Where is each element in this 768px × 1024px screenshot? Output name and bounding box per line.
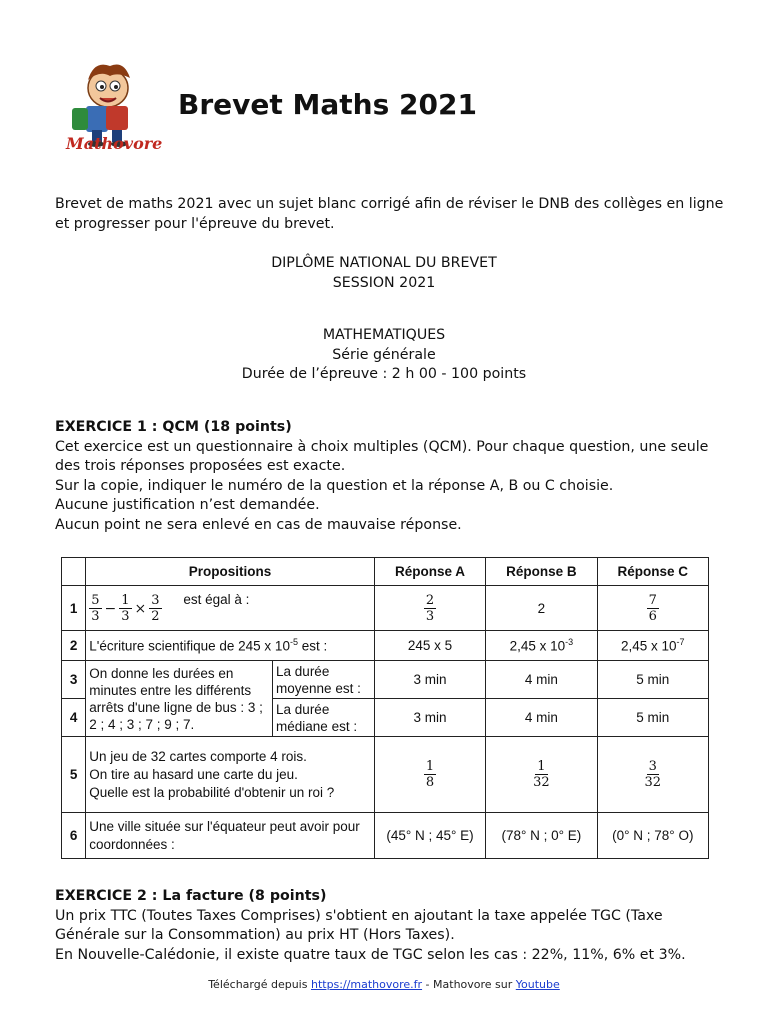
footer-prefix: Téléchargé depuis: [208, 978, 311, 991]
table-row: [62, 661, 709, 699]
footer: [0, 978, 768, 991]
q34-context: On donne les durées en minutes entre les différents arrêts d'une ligne de bus : 3 ; 2 ; 4 ; 3 ; 7 ; 9 ; 7.: [86, 661, 273, 737]
q5-answer-a: $\frac{1}{8}$: [374, 737, 485, 813]
intro-line: Brevet de maths 2021 avec un sujet blanc corrigé afin de réviser le DNB des collèges en ligne: [55, 196, 724, 212]
intro-paragraph: [55, 195, 723, 234]
minus-sign: −: [104, 600, 117, 617]
exercise2-title: EXERCICE 2 : La facture (8 points): [55, 888, 327, 904]
q5-proposition: [86, 737, 375, 813]
exercise1-line: Aucun point ne sera enlevé en cas de mauvaise réponse.: [55, 516, 462, 533]
q1-answer-b: 2: [486, 586, 597, 631]
q5-line: Un jeu de 32 cartes comporte 4 rois.: [89, 748, 307, 764]
table-row: [62, 737, 709, 813]
times-sign: ×: [134, 600, 147, 617]
diploma-line: DIPLÔME NATIONAL DU BREVET: [271, 255, 497, 271]
logo-text: Mathovore: [66, 134, 163, 153]
q2-answer-b: 2,45 x $10^{-3}$: [486, 631, 597, 661]
subject-line: MATHEMATIQUES: [322, 327, 446, 343]
q6-answer-b: (78° N ; 0° E): [486, 813, 597, 859]
mathovore-logo: [58, 58, 162, 162]
q6-answer-c: (0° N ; 78° O): [597, 813, 708, 859]
q1-suffix: est égal à :: [183, 592, 250, 607]
q1-expression: [89, 593, 161, 624]
q3-label: La durée moyenne est :: [273, 661, 375, 699]
q5-line: On tire au hasard une carte du jeu.: [89, 766, 298, 782]
table-row: [62, 631, 709, 661]
exercise2-line: Un prix TTC (Toutes Taxes Comprises) s'obtient en ajoutant la taxe appelée TGC (Taxe: [55, 907, 663, 924]
row-number: 2: [62, 631, 86, 661]
fraction: $\frac{1}{3}$: [121, 593, 130, 624]
q4-answer-b: 4 min: [486, 699, 597, 737]
page-title: Brevet Maths 2021: [178, 88, 477, 121]
header-num: [62, 558, 86, 586]
table-row: [62, 813, 709, 859]
q2-answer-c: 2,45 x $10^{-7}$: [597, 631, 708, 661]
header-reponse-a: Réponse A: [374, 558, 485, 586]
mathovore-link[interactable]: https://mathovore.fr: [310, 978, 423, 991]
q2-answer-a: 245 x 5: [374, 631, 485, 661]
q1-answer-a: $\frac{2}{3}$: [374, 586, 485, 631]
row-number: 1: [62, 586, 86, 631]
row-number: 3: [62, 661, 86, 699]
table-header-row: [62, 558, 709, 586]
header-reponse-b: Réponse B: [486, 558, 597, 586]
q5-answer-c: $\frac{3}{32}$: [597, 737, 708, 813]
header-reponse-c: Réponse C: [597, 558, 708, 586]
serie-line: Série générale: [332, 346, 436, 363]
fraction: $\frac{3}{2}$: [151, 593, 160, 624]
header-propositions: Propositions: [86, 558, 375, 586]
exercise1-section: [55, 418, 708, 535]
q3-answer-a: 3 min: [374, 661, 485, 699]
footer-middle: - Mathovore sur: [422, 978, 516, 991]
q1-proposition: [86, 586, 375, 631]
exercise1-line: des trois réponses proposées est exacte.: [55, 458, 346, 474]
row-number: 6: [62, 813, 86, 859]
exercise1-line: Sur la copie, indiquer le numéro de la question et la réponse A, B ou C choisie.: [55, 477, 614, 494]
duration-line: Durée de l’épreuve : 2 h 00 - 100 points: [241, 366, 527, 382]
q1-answer-c: $\frac{7}{6}$: [597, 586, 708, 631]
q5-line: Quelle est la probabilité d'obtenir un roi ?: [89, 784, 335, 800]
exercise1-title: EXERCICE 1 : QCM (18 points): [55, 419, 292, 435]
q4-answer-a: 3 min: [374, 699, 485, 737]
diploma-heading: [0, 254, 768, 293]
exercise1-line: Aucune justification n’est demandée.: [55, 497, 320, 513]
q4-answer-c: 5 min: [597, 699, 708, 737]
row-number: 5: [62, 737, 86, 813]
subject-heading: [0, 326, 768, 385]
q3-answer-b: 4 min: [486, 661, 597, 699]
exercise1-line: Cet exercice est un questionnaire à choix multiples (QCM). Pour chaque question, une seule: [55, 438, 709, 455]
q5-answer-b: $\frac{1}{32}$: [486, 737, 597, 813]
table-row: [62, 586, 709, 631]
intro-line: et progresser pour l'épreuve du brevet.: [55, 215, 335, 232]
q6-answer-a: (45° N ; 45° E): [374, 813, 485, 859]
q3-answer-c: 5 min: [597, 661, 708, 699]
exercise2-section: [55, 887, 686, 965]
q2-proposition: L'écriture scientifique de 245 x $10^{-5}$ est :: [86, 631, 375, 661]
session-line: SESSION 2021: [332, 274, 436, 291]
q4-label: La durée médiane est :: [273, 699, 375, 737]
fraction: $\frac{5}{3}$: [91, 593, 100, 624]
exercise2-line: En Nouvelle-Calédonie, il existe quatre taux de TGC selon les cas : 22%, 11%, 6% et 3%.: [55, 946, 686, 963]
youtube-link[interactable]: Youtube: [515, 978, 560, 991]
qcm-table: [61, 557, 709, 859]
row-number: 4: [62, 699, 86, 737]
q6-proposition: Une ville située sur l'équateur peut avoir pour coordonnées :: [86, 813, 375, 859]
exercise2-line: Générale sur la Consommation) au prix HT (Hors Taxes).: [55, 927, 455, 943]
